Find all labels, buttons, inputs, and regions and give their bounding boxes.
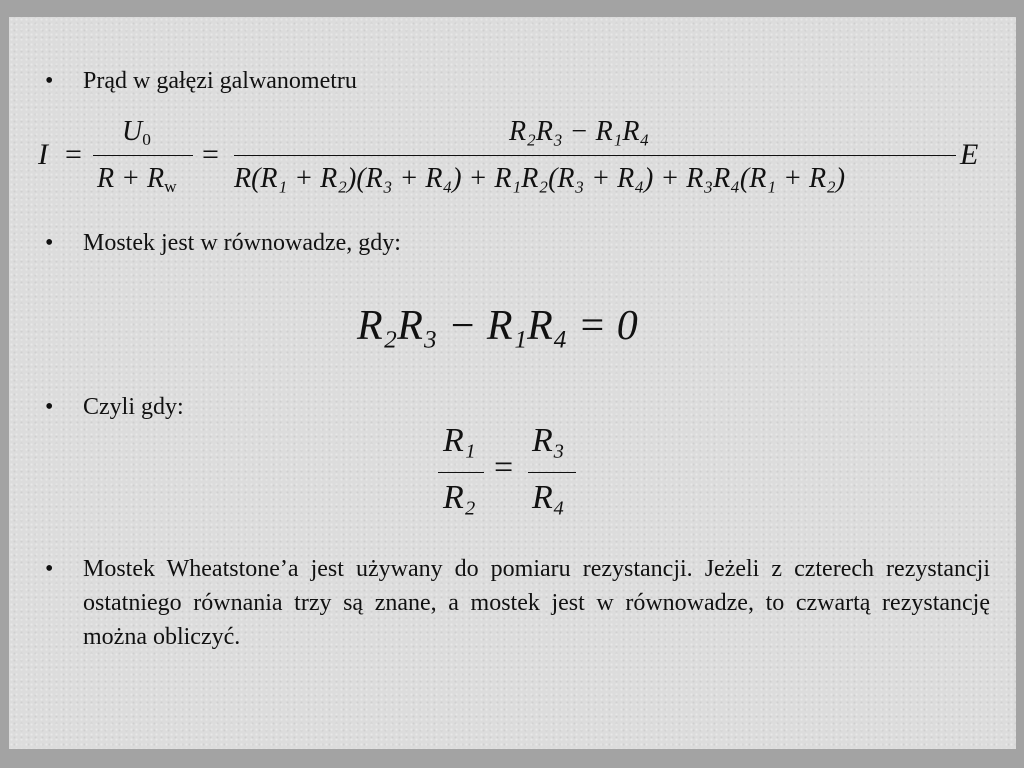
- bullet-marker: •: [45, 68, 54, 94]
- ratio-right-bar: [528, 472, 576, 473]
- balance-equation: R₂R₃ − R₁R₄ = 0: [357, 303, 638, 349]
- ratio-right-denominator: R₄: [532, 479, 565, 516]
- bullet-text: Mostek Wheatstone’a jest używany do pomiaru rezystancji. Jeżeli z czterech rezystancji ostatniego równania trzy są znane, a mostek jest w równowadze, to czwartą rezystancję można obliczyć.: [83, 556, 990, 650]
- bullet-balance: [45, 226, 945, 260]
- bullet-text: Prąd w gałęzi galwanometru: [83, 68, 357, 94]
- bullet-marker: •: [45, 556, 54, 582]
- eq-rhs: E: [960, 138, 979, 171]
- ratio-eq-sign: =: [494, 449, 514, 486]
- eq-lhs: I: [38, 138, 48, 171]
- frac1-bar: [93, 155, 193, 156]
- bullet-text: Mostek jest w równowadze, gdy:: [83, 230, 401, 256]
- frac1-numerator: U0: [122, 116, 151, 149]
- frac2-numerator: R₂R₃ − R₁R₄: [509, 116, 650, 147]
- ratio-left-denominator: R₂: [443, 479, 476, 516]
- frac2-bar: [234, 155, 956, 156]
- frac2-denominator: R(R₁ + R₂)(R₃ + R₄) + R₁R₂(R₃ + R₄) + R₃R₄(R₁ + R₂): [234, 163, 846, 194]
- eq-sign: =: [65, 138, 82, 171]
- frac1-denominator: R + Rw: [97, 163, 177, 196]
- bullet-therefore: [45, 390, 945, 424]
- ratio-right-numerator: R₃: [532, 422, 565, 459]
- bullet-current: [45, 64, 945, 98]
- ratio-left-bar: [438, 472, 484, 473]
- bullet-text: Czyli gdy:: [83, 394, 184, 420]
- bullet-marker: •: [45, 394, 54, 420]
- slide: [9, 17, 1016, 749]
- ratio-left-numerator: R₁: [443, 422, 476, 459]
- bullet-wheatstone-usage: [45, 552, 990, 662]
- eq-sign-2: =: [202, 138, 219, 171]
- bullet-marker: •: [45, 230, 54, 256]
